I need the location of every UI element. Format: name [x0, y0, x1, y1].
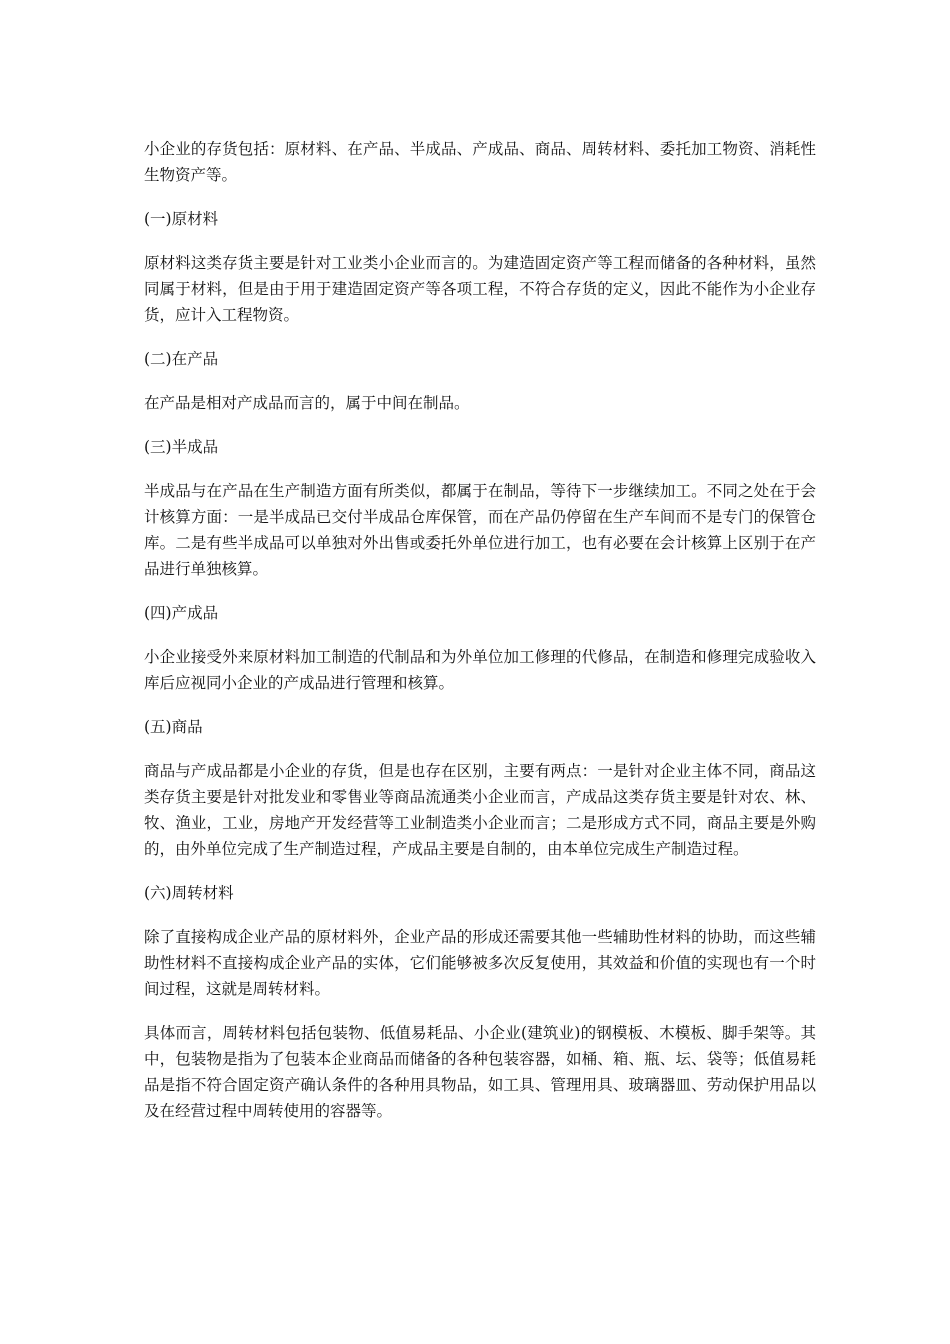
section-paragraph: 半成品与在产品在生产制造方面有所类似，都属于在制品，等待下一步继续加工。不同之处在于会计核算方面：一是半成品已交付半成品仓库保管，而在产品仍停留在生产车间而不是专门的保管仓库。二是有些半成品可以单独对外出售或委托外单位进行加工，也有必要在会计核算上区别于在产品进行单独核算。 — [144, 482, 816, 578]
section-heading-work-in-progress: (二)在产品 — [144, 350, 219, 368]
intro-paragraph: 小企业的存货包括：原材料、在产品、半成品、产成品、商品、周转材料、委托加工物资、消耗性生物资产等。 — [144, 140, 816, 184]
section-paragraph: 在产品是相对产成品而言的，属于中间在制品。 — [144, 394, 470, 412]
section-heading-semi-finished: (三)半成品 — [144, 438, 219, 456]
section-paragraph: 除了直接构成企业产品的原材料外，企业产品的形成还需要其他一些辅助性材料的协助，而这些辅助性材料不直接构成企业产品的实体，它们能够被多次反复使用，其效益和价值的实现也有一个时间过程，这就是周转材料。 — [144, 928, 816, 998]
section-heading-merchandise: (五)商品 — [144, 718, 203, 736]
section-paragraph: 原材料这类存货主要是针对工业类小企业而言的。为建造固定资产等工程而储备的各种材料，虽然同属于材料，但是由于用于建造固定资产等各项工程，不符合存货的定义，因此不能作为小企业存货，应计入工程物资。 — [144, 254, 816, 324]
section-paragraph: 具体而言，周转材料包括包装物、低值易耗品、小企业(建筑业)的钢模板、木模板、脚手架等。其中，包装物是指为了包装本企业商品而储备的各种包装容器，如桶、箱、瓶、坛、袋等；低值易耗品是指不符合固定资产确认条件的各种用具物品，如工具、管理用具、玻璃器皿、劳动保护用品以及在经营过程中周转使用的容器等。 — [144, 1024, 816, 1120]
section-paragraph: 小企业接受外来原材料加工制造的代制品和为外单位加工修理的代修品，在制造和修理完成验收入库后应视同小企业的产成品进行管理和核算。 — [144, 648, 816, 692]
section-paragraph: 商品与产成品都是小企业的存货，但是也存在区别，主要有两点：一是针对企业主体不同，商品这类存货主要是针对批发业和零售业等商品流通类小企业而言，产成品这类存货主要是针对农、林、牧、渔业，工业，房地产开发经营等工业制造类小企业而言；二是形成方式不同，商品主要是外购的，由外单位完成了生产制造过程，产成品主要是自制的，由本单位完成生产制造过程。 — [144, 762, 816, 858]
section-heading-raw-materials: (一)原材料 — [144, 210, 219, 228]
document-body — [144, 136, 816, 1142]
section-heading-finished-goods: (四)产成品 — [144, 604, 219, 622]
section-heading-revolving-materials: (六)周转材料 — [144, 884, 234, 902]
